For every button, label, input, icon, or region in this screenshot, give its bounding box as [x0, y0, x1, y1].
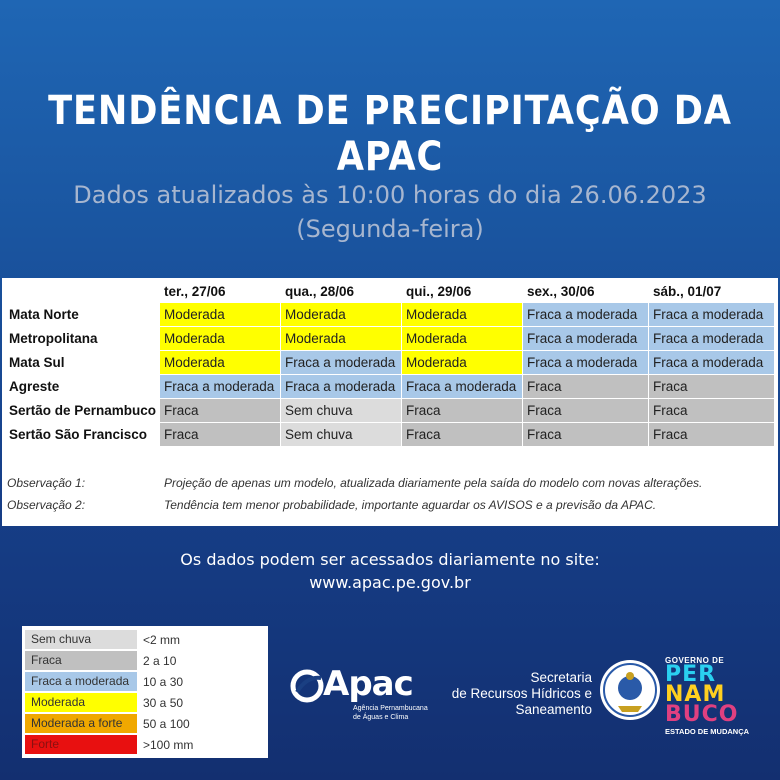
gov-logo-line: BUCO [665, 702, 739, 727]
observation-2-label: Observação 2: [7, 498, 86, 512]
forecast-cell: Sem chuva [281, 423, 402, 447]
column-header: sáb., 01/07 [649, 281, 775, 303]
update-info [0, 178, 780, 246]
forecast-cell: Fraca [649, 399, 775, 423]
table-row [5, 327, 775, 351]
gov-logo-line: NAM [665, 682, 726, 707]
legend-range: 50 a 100 [143, 716, 190, 731]
forecast-cell: Fraca a moderada [649, 351, 775, 375]
forecast-cell: Moderada [160, 351, 281, 375]
legend-swatch-label: Moderada a forte [25, 714, 137, 733]
legend-range: 10 a 30 [143, 674, 184, 689]
forecast-cell: Moderada [281, 327, 402, 351]
legend-row [25, 650, 268, 671]
governo-pernambuco-logo [665, 656, 757, 736]
forecast-cell: Fraca a moderada [281, 375, 402, 399]
observation-1-label: Observação 1: [7, 476, 86, 490]
forecast-cell: Fraca [523, 423, 649, 447]
update-date: Dados atualizados às 10:00 horas do dia 26.06.2023 [73, 181, 707, 209]
secretaria-line: de Recursos Hídricos e [451, 686, 592, 701]
forecast-cell: Moderada [402, 303, 523, 327]
site-info-text: Os dados podem ser acessados diariamente no site: [180, 550, 600, 569]
page-title: TENDÊNCIA DE PRECIPITAÇÃO DA APAC [48, 88, 732, 180]
forecast-cell: Fraca a moderada [523, 303, 649, 327]
forecast-cell: Fraca [649, 423, 775, 447]
region-label: Agreste [5, 375, 160, 399]
gov-top-text: GOVERNO DE [665, 656, 725, 665]
forecast-cell: Fraca a moderada [402, 375, 523, 399]
secretaria-text [452, 670, 592, 718]
forecast-cell: Fraca [402, 423, 523, 447]
apac-sub-line: Agência Pernambucana [353, 705, 428, 712]
legend-range: 2 a 10 [143, 653, 177, 668]
forecast-cell: Moderada [281, 303, 402, 327]
region-label: Mata Norte [5, 303, 160, 327]
forecast-cell: Fraca [160, 399, 281, 423]
forecast-cell: Moderada [402, 327, 523, 351]
legend-swatch-label: Forte [25, 735, 137, 754]
legend [22, 626, 268, 758]
corner-cell [5, 281, 160, 303]
legend-swatch-label: Fraca [25, 651, 137, 670]
legend-swatch-label: Moderada [25, 693, 137, 712]
forecast-cell: Fraca [160, 423, 281, 447]
legend-swatch-label: Fraca a moderada [25, 672, 137, 691]
secretaria-line: Secretaria [530, 670, 592, 685]
legend-row [25, 713, 268, 734]
observation-1-text: Projeção de apenas um modelo, atualizada diariamente pela saída do modelo com novas alterações. [164, 476, 703, 490]
forecast-cell: Fraca a moderada [649, 327, 775, 351]
site-url: www.apac.pe.gov.br [309, 573, 471, 592]
table-row [5, 351, 775, 375]
column-header: ter., 27/06 [160, 281, 281, 303]
region-label: Mata Sul [5, 351, 160, 375]
forecast-cell: Moderada [160, 327, 281, 351]
legend-row [25, 671, 268, 692]
table-row [5, 399, 775, 423]
table-row [5, 375, 775, 399]
forecast-panel [2, 278, 778, 526]
region-label: Sertão São Francisco [5, 423, 160, 447]
update-weekday: (Segunda-feira) [296, 215, 484, 243]
forecast-table [4, 280, 775, 447]
observation-2-text: Tendência tem menor probabilidade, importante aguardar os AVISOS e a previsão da APAC. [164, 498, 657, 512]
legend-swatch-label: Sem chuva [25, 630, 137, 649]
column-header: qua., 28/06 [281, 281, 402, 303]
forecast-cell: Fraca a moderada [649, 303, 775, 327]
apac-swirl-icon [287, 666, 327, 706]
forecast-cell: Moderada [160, 303, 281, 327]
forecast-cell: Fraca [402, 399, 523, 423]
column-header: sex., 30/06 [523, 281, 649, 303]
forecast-cell: Fraca a moderada [281, 351, 402, 375]
forecast-cell: Fraca a moderada [523, 327, 649, 351]
legend-row [25, 629, 268, 650]
apac-sub-line: de Águas e Clima [353, 714, 409, 721]
forecast-cell: Fraca a moderada [160, 375, 281, 399]
column-header: qui., 29/06 [402, 281, 523, 303]
forecast-cell: Moderada [402, 351, 523, 375]
region-label: Metropolitana [5, 327, 160, 351]
forecast-cell: Fraca a moderada [523, 351, 649, 375]
legend-row [25, 734, 268, 755]
forecast-cell: Fraca [523, 399, 649, 423]
legend-row [25, 692, 268, 713]
forecast-cell: Sem chuva [281, 399, 402, 423]
state-seal-icon [598, 658, 662, 722]
table-row [5, 303, 775, 327]
forecast-cell: Fraca [649, 375, 775, 399]
legend-range: 30 a 50 [143, 695, 184, 710]
table-header-row [5, 281, 775, 303]
forecast-cell: Fraca [523, 375, 649, 399]
apac-subtitle [353, 704, 428, 722]
apac-wordmark: Apac [323, 664, 413, 704]
legend-range: <2 mm [143, 632, 181, 647]
gov-slogan: ESTADO DE MUDANÇA [665, 727, 750, 736]
secretaria-line: Saneamento [515, 702, 592, 717]
apac-logo [287, 664, 447, 724]
legend-range: >100 mm [143, 737, 194, 752]
table-row [5, 423, 775, 447]
region-label: Sertão de Pernambuco [5, 399, 160, 423]
gov-logo-line: PER [665, 662, 717, 687]
